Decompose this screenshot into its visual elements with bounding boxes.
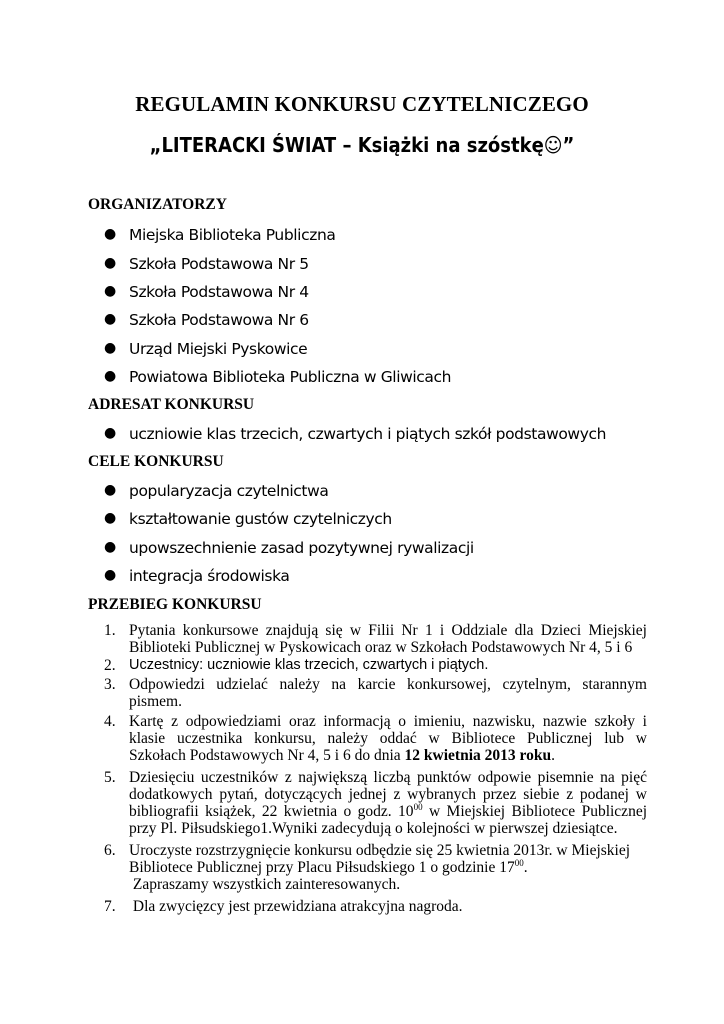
bullet-icon: ● — [104, 510, 116, 526]
section-heading-goals: CELE KONKURSU — [88, 453, 224, 470]
document-subtitle: „LITERACKI ŚWIAT – Książki na szóstkę☺” — [149, 133, 575, 157]
bullet-icon: ● — [104, 255, 116, 271]
bullet-icon: ● — [104, 539, 116, 555]
bullet-icon: ● — [104, 311, 116, 327]
section-heading-addressee: ADRESAT KONKURSU — [88, 396, 255, 413]
deadline-date: 12 kwietnia 2013 roku — [404, 747, 552, 764]
section-heading-organizers: ORGANIZATORZY — [88, 196, 227, 213]
bullet-icon: ● — [104, 482, 116, 498]
bullet-icon: ● — [104, 340, 116, 356]
bullet-icon: ● — [104, 283, 116, 299]
bullet-icon: ● — [104, 368, 116, 384]
bullet-icon: ● — [104, 567, 116, 583]
bullet-icon: ● — [104, 226, 116, 242]
section-heading-course: PRZEBIEG KONKURSU — [88, 596, 262, 613]
bullet-icon: ● — [104, 425, 116, 441]
document-title: REGULAMIN KONKURSU CZYTELNICZEGO — [135, 92, 589, 116]
